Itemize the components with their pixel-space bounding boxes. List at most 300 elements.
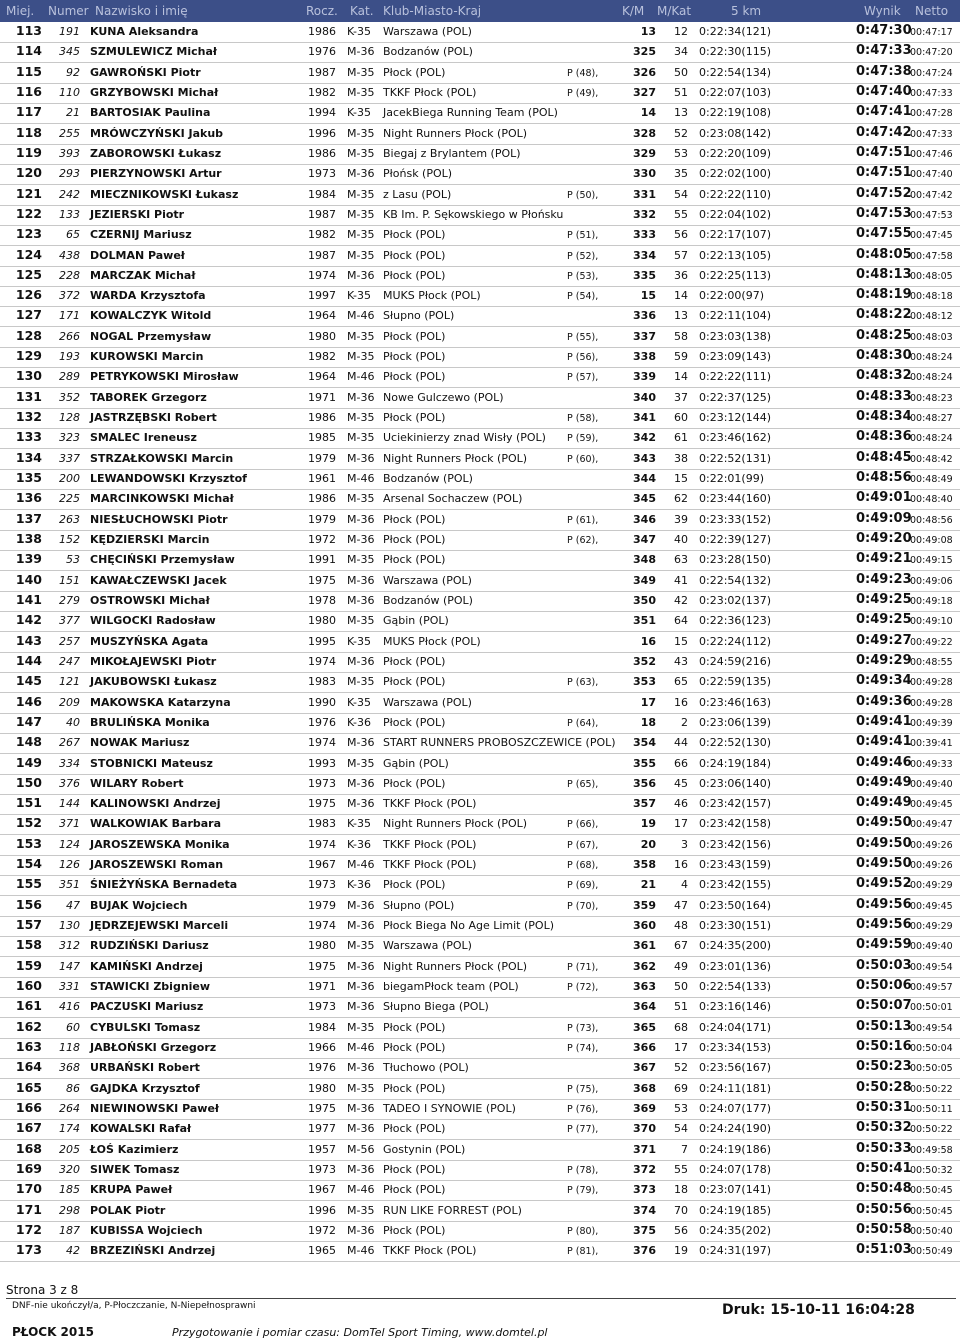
open-place: 20 — [640, 837, 656, 851]
gun-time: 0:47:41 — [856, 104, 912, 120]
club: Płock (POL) — [383, 1020, 446, 1034]
header-numer: Numer — [48, 4, 89, 18]
plock-flag: P (52), — [567, 250, 599, 262]
table-row — [0, 550, 960, 571]
table-header — [0, 0, 960, 22]
gun-time: 0:48:32 — [856, 368, 912, 384]
net-time: 00:50:01 — [910, 1002, 953, 1014]
table-row — [0, 814, 960, 835]
net-time: 00:47:17 — [910, 27, 953, 38]
birth-year: 1973 — [308, 167, 336, 181]
birth-year: 1971 — [308, 980, 336, 994]
club: TKKF Płock (POL) — [383, 837, 477, 851]
club: RUN LIKE FORREST (POL) — [383, 1203, 522, 1217]
gun-time: 0:48:36 — [856, 429, 912, 445]
split-5km: 0:22:52(131) — [699, 451, 771, 465]
runner-name: JAROSZEWSKI Roman — [90, 858, 224, 872]
gun-time: 0:50:03 — [856, 957, 912, 973]
place: 124 — [15, 246, 42, 262]
net-time: 00:47:42 — [910, 189, 953, 201]
club: MUKS Płock (POL) — [383, 634, 481, 648]
club: Płock (POL) — [383, 329, 446, 343]
category-place: 18 — [674, 1183, 688, 1197]
category-place: 15 — [674, 634, 688, 648]
open-place: 370 — [633, 1122, 656, 1136]
split-5km: 0:24:07(178) — [699, 1162, 771, 1176]
gun-time: 0:49:59 — [856, 937, 912, 953]
runner-name: ŁOŚ Kazimierz — [90, 1142, 179, 1156]
gun-time: 0:47:53 — [856, 205, 912, 221]
runner-name: SMALEC Ireneusz — [90, 431, 197, 445]
runner-name: GRZYBOWSKI Michał — [90, 85, 219, 99]
gun-time: 0:49:09 — [856, 510, 912, 526]
runner-name: KAWAŁCZEWSKI Jacek — [90, 573, 227, 587]
category-place: 45 — [674, 776, 688, 790]
net-time: 00:49:28 — [910, 697, 953, 709]
birth-year: 1987 — [308, 248, 336, 262]
split-5km: 0:23:56(167) — [699, 1061, 771, 1075]
category-place: 42 — [674, 593, 688, 607]
birth-year: 1980 — [308, 1081, 336, 1095]
split-5km: 0:23:30(151) — [699, 919, 771, 933]
category-place: 63 — [674, 553, 688, 567]
category: M-35 — [347, 553, 375, 567]
runner-name: KUNA Aleksandra — [90, 25, 199, 38]
bib-number: 293 — [59, 167, 80, 181]
birth-year: 1993 — [308, 756, 336, 770]
net-time: 00:48:23 — [910, 392, 953, 404]
table-row — [0, 510, 960, 531]
place: 167 — [15, 1120, 42, 1136]
net-time: 00:49:10 — [910, 616, 953, 628]
table-row — [0, 42, 960, 63]
table-row — [0, 652, 960, 673]
category: K-35 — [347, 817, 372, 831]
split-5km: 0:23:02(137) — [699, 593, 771, 607]
category-place: 55 — [674, 207, 688, 221]
table-row — [0, 733, 960, 754]
birth-year: 1979 — [308, 451, 336, 465]
table-row — [0, 713, 960, 734]
bib-number: 130 — [59, 919, 80, 933]
category: M-35 — [347, 146, 375, 160]
bib-number: 121 — [59, 675, 80, 689]
split-5km: 0:23:07(141) — [699, 1183, 771, 1197]
club: z Lasu (POL) — [383, 187, 452, 201]
gun-time: 0:50:58 — [856, 1221, 912, 1237]
place: 153 — [15, 835, 42, 851]
birth-year: 1965 — [308, 1244, 336, 1258]
category-place: 40 — [674, 533, 688, 546]
gun-time: 0:47:38 — [856, 63, 912, 79]
birth-year: 1973 — [308, 1000, 336, 1014]
category-place: 16 — [674, 858, 688, 872]
club: START RUNNERS PROBOSZCZEWICE (POL) — [383, 736, 616, 750]
place: 135 — [15, 470, 42, 486]
gun-time: 0:51:03 — [856, 1242, 912, 1258]
gun-time: 0:49:41 — [856, 734, 912, 750]
club: Płock (POL) — [383, 675, 446, 689]
club: Bodzanów (POL) — [383, 45, 473, 59]
table-row — [0, 571, 960, 592]
club: Płońsk (POL) — [383, 167, 453, 181]
birth-year: 1984 — [308, 187, 336, 201]
net-time: 00:48:27 — [910, 413, 953, 425]
bib-number: 42 — [66, 1244, 80, 1258]
split-5km: 0:23:16(146) — [699, 1000, 771, 1014]
place: 154 — [15, 856, 42, 872]
place: 150 — [15, 774, 42, 790]
bib-number: 92 — [66, 65, 80, 79]
plock-flag: P (72), — [567, 982, 599, 994]
split-5km: 0:22:11(104) — [699, 309, 771, 323]
category: M-46 — [347, 472, 375, 486]
open-place: 369 — [633, 1101, 656, 1115]
open-place: 352 — [633, 654, 656, 668]
gun-time: 0:50:48 — [856, 1181, 912, 1197]
split-5km: 0:23:33(152) — [699, 512, 771, 526]
table-row — [0, 327, 960, 348]
birth-year: 1974 — [308, 268, 336, 282]
net-time: 00:49:40 — [910, 778, 953, 790]
club: Płock (POL) — [383, 533, 446, 546]
split-5km: 0:22:24(112) — [699, 634, 771, 648]
header-mkat: M/Kat — [657, 4, 692, 18]
plock-flag: P (75), — [567, 1083, 599, 1095]
plock-flag: P (76), — [567, 1103, 599, 1115]
bib-number: 345 — [59, 45, 80, 59]
birth-year: 1964 — [308, 309, 336, 323]
open-place: 329 — [633, 146, 656, 160]
birth-year: 1986 — [308, 492, 336, 506]
table-row — [0, 1099, 960, 1120]
category: M-36 — [347, 593, 375, 607]
bib-number: 289 — [59, 370, 80, 384]
place: 166 — [15, 1099, 42, 1115]
category-place: 50 — [674, 980, 688, 994]
category: M-35 — [347, 248, 375, 262]
plock-flag: P (71), — [567, 961, 599, 973]
plock-flag: P (70), — [567, 900, 599, 912]
split-5km: 0:22:13(105) — [699, 248, 771, 262]
bib-number: 323 — [59, 431, 80, 445]
bib-number: 86 — [66, 1081, 80, 1095]
category: M-35 — [347, 675, 375, 689]
club: Gostynin (POL) — [383, 1142, 466, 1156]
plock-flag: P (62), — [567, 535, 599, 546]
bib-number: 47 — [66, 898, 80, 912]
category: M-35 — [347, 1203, 375, 1217]
place: 121 — [15, 185, 42, 201]
club: TADEO I SYNOWIE (POL) — [383, 1101, 516, 1115]
club: Płock (POL) — [383, 1183, 446, 1197]
table-row — [0, 1079, 960, 1100]
category: M-36 — [347, 268, 375, 282]
runner-name: PACZUSKI Mariusz — [90, 1000, 204, 1014]
gun-time: 0:47:40 — [856, 83, 912, 99]
table-row — [0, 185, 960, 206]
category-place: 37 — [674, 390, 688, 404]
bib-number: 255 — [59, 126, 80, 140]
header-category: Kat. — [350, 4, 374, 18]
birth-year: 1987 — [308, 207, 336, 221]
category: M-36 — [347, 1101, 375, 1115]
category-place: 65 — [674, 675, 688, 689]
place: 142 — [15, 612, 42, 628]
place: 160 — [15, 978, 42, 994]
category-place: 66 — [674, 756, 688, 770]
net-time: 00:48:03 — [910, 331, 953, 343]
open-place: 14 — [640, 106, 656, 120]
net-time: 00:49:06 — [910, 575, 953, 587]
runner-name: GAWROŃSKI Piotr — [90, 65, 201, 79]
bib-number: 60 — [66, 1020, 80, 1034]
table-row — [0, 1160, 960, 1181]
runner-name: KOWALSKI Rafał — [90, 1122, 192, 1136]
split-5km: 0:23:08(142) — [699, 126, 771, 140]
gun-time: 0:49:50 — [856, 856, 912, 872]
net-time: 00:50:40 — [910, 1225, 953, 1237]
place: 148 — [15, 734, 42, 750]
category: K-36 — [347, 715, 372, 729]
category: M-35 — [347, 228, 375, 242]
runner-name: NIEWINOWSKI Paweł — [90, 1101, 219, 1115]
header-name: Nazwisko i imię — [95, 4, 188, 18]
split-5km: 0:24:11(181) — [699, 1081, 771, 1095]
bib-number: 351 — [59, 878, 80, 892]
split-5km: 0:24:35(200) — [699, 939, 771, 953]
category: M-56 — [347, 1142, 375, 1156]
plock-flag: P (67), — [567, 839, 599, 851]
net-time: 00:49:26 — [910, 860, 953, 872]
open-place: 355 — [633, 756, 656, 770]
category-place: 64 — [674, 614, 688, 628]
club: Warszawa (POL) — [383, 939, 472, 953]
place: 149 — [15, 754, 42, 770]
club: Płock (POL) — [383, 878, 446, 892]
open-place: 371 — [633, 1142, 656, 1156]
gun-time: 0:48:13 — [856, 266, 912, 282]
place: 116 — [15, 83, 42, 99]
split-5km: 0:23:28(150) — [699, 553, 771, 567]
category-place: 16 — [674, 695, 688, 709]
split-5km: 0:22:54(132) — [699, 573, 771, 587]
net-time: 00:49:29 — [910, 921, 953, 933]
table-row — [0, 428, 960, 449]
birth-year: 1986 — [308, 25, 336, 38]
runner-name: KALINOWSKI Andrzej — [90, 797, 221, 811]
place: 165 — [15, 1079, 42, 1095]
bib-number: 191 — [59, 25, 80, 38]
plock-flag: P (53), — [567, 270, 599, 282]
category: M-36 — [347, 919, 375, 933]
gun-time: 0:50:06 — [856, 978, 912, 994]
table-row — [0, 1018, 960, 1039]
category-place: 56 — [674, 1223, 688, 1237]
open-place: 360 — [633, 919, 656, 933]
table-row — [0, 936, 960, 957]
bib-number: 416 — [59, 1000, 80, 1014]
place: 137 — [15, 510, 42, 526]
table-row — [0, 1038, 960, 1059]
table-row — [0, 835, 960, 856]
place: 126 — [15, 287, 42, 303]
gun-time: 0:49:29 — [856, 652, 912, 668]
open-place: 15 — [640, 289, 656, 303]
category-place: 17 — [674, 817, 688, 831]
club: Płock (POL) — [383, 553, 446, 567]
split-5km: 0:24:07(177) — [699, 1101, 771, 1115]
split-5km: 0:23:06(139) — [699, 715, 771, 729]
split-5km: 0:22:01(99) — [699, 472, 764, 486]
open-place: 349 — [633, 573, 656, 587]
birth-year: 1972 — [308, 1223, 336, 1237]
split-5km: 0:23:42(156) — [699, 837, 771, 851]
net-time: 00:49:28 — [910, 677, 953, 689]
net-time: 00:48:18 — [910, 291, 953, 303]
bib-number: 128 — [59, 411, 80, 425]
plock-flag: P (63), — [567, 677, 599, 689]
category: K-35 — [347, 634, 372, 648]
table-row — [0, 591, 960, 612]
category-place: 59 — [674, 350, 688, 364]
category-place: 53 — [674, 146, 688, 160]
plock-flag: P (48), — [567, 67, 599, 79]
place: 146 — [15, 693, 42, 709]
birth-year: 1975 — [308, 797, 336, 811]
gun-time: 0:49:56 — [856, 896, 912, 912]
split-5km: 0:22:07(103) — [699, 85, 771, 99]
place: 132 — [15, 409, 42, 425]
net-time: 00:50:04 — [910, 1043, 953, 1054]
header-miej: Miej. — [6, 4, 35, 18]
category-place: 51 — [674, 85, 688, 99]
birth-year: 1979 — [308, 898, 336, 912]
table-row — [0, 63, 960, 84]
place: 163 — [15, 1039, 42, 1054]
category-place: 52 — [674, 1061, 688, 1075]
runner-name: KRUPA Paweł — [90, 1183, 173, 1197]
open-place: 351 — [633, 614, 656, 628]
club: Night Runners Płock (POL) — [383, 126, 528, 140]
club: Słupno Biega (POL) — [383, 1000, 489, 1014]
birth-year: 1967 — [308, 1183, 336, 1197]
category: M-36 — [347, 654, 375, 668]
split-5km: 0:22:00(97) — [699, 289, 764, 303]
birth-year: 1982 — [308, 228, 336, 242]
open-place: 373 — [633, 1183, 656, 1197]
net-time: 00:49:33 — [910, 758, 953, 770]
gun-time: 0:49:25 — [856, 612, 912, 628]
open-place: 338 — [633, 350, 656, 364]
runner-name: NOWAK Mariusz — [90, 736, 190, 750]
open-place: 342 — [633, 431, 656, 445]
bib-number: 144 — [59, 797, 80, 811]
gun-time: 0:48:30 — [856, 348, 912, 364]
bib-number: 266 — [59, 329, 80, 343]
net-time: 00:48:42 — [910, 453, 953, 465]
category-place: 7 — [681, 1142, 688, 1156]
bib-number: 352 — [59, 390, 80, 404]
open-place: 367 — [633, 1061, 656, 1075]
place: 169 — [15, 1160, 42, 1176]
place: 139 — [15, 551, 42, 567]
club: Płock (POL) — [383, 512, 446, 526]
category: M-36 — [347, 1061, 375, 1075]
club: TKKF Płock (POL) — [383, 797, 477, 811]
net-time: 00:50:22 — [910, 1083, 953, 1095]
net-time: 00:48:12 — [910, 311, 953, 323]
place: 133 — [15, 429, 42, 445]
runner-name: KĘDZIERSKI Marcin — [90, 533, 210, 546]
net-time: 00:49:54 — [910, 1022, 953, 1034]
bib-number: 247 — [59, 654, 80, 668]
net-time: 00:49:57 — [910, 982, 953, 994]
open-place: 13 — [640, 25, 656, 38]
net-time: 00:49:08 — [910, 535, 953, 546]
bib-number: 152 — [59, 533, 80, 546]
category: M-35 — [347, 350, 375, 364]
birth-year: 1976 — [308, 45, 336, 59]
gun-time: 0:49:50 — [856, 835, 912, 851]
open-place: 328 — [633, 126, 656, 140]
bib-number: 279 — [59, 593, 80, 607]
split-5km: 0:22:22(110) — [699, 187, 771, 201]
birth-year: 1980 — [308, 614, 336, 628]
table-row — [0, 1241, 960, 1262]
birth-year: 1985 — [308, 431, 336, 445]
plock-flag: P (81), — [567, 1246, 599, 1258]
net-time: 00:49:39 — [910, 717, 953, 729]
open-place: 343 — [633, 451, 656, 465]
net-time: 00:49:45 — [910, 799, 953, 811]
place: 168 — [15, 1140, 42, 1156]
header-year: Rocz. — [306, 4, 338, 18]
runner-name: KAMIŃSKI Andrzej — [90, 959, 203, 973]
split-5km: 0:23:42(155) — [699, 878, 771, 892]
category-place: 50 — [674, 65, 688, 79]
table-row — [0, 672, 960, 693]
category: M-35 — [347, 329, 375, 343]
plock-flag: P (55), — [567, 331, 599, 343]
gun-time: 0:47:51 — [856, 144, 912, 160]
plock-flag: P (56), — [567, 352, 599, 364]
plock-flag: P (74), — [567, 1043, 599, 1054]
gun-time: 0:50:23 — [856, 1059, 912, 1075]
category: M-35 — [347, 187, 375, 201]
table-row — [0, 367, 960, 388]
net-time: 00:47:45 — [910, 230, 953, 242]
page-indicator: Strona 3 z 8 — [6, 1283, 79, 1297]
bib-number: 40 — [66, 715, 80, 729]
club: TKKF Płock (POL) — [383, 85, 477, 99]
club: Biegaj z Brylantem (POL) — [383, 146, 521, 160]
birth-year: 1983 — [308, 817, 336, 831]
open-place: 330 — [633, 167, 656, 181]
category-place: 49 — [674, 959, 688, 973]
category-place: 53 — [674, 1101, 688, 1115]
net-time: 00:39:41 — [910, 738, 953, 750]
runner-name: MIKOŁAJEWSKI Piotr — [90, 654, 217, 668]
category: M-46 — [347, 858, 375, 872]
category-place: 43 — [674, 654, 688, 668]
runner-name: MARCINKOWSKI Michał — [90, 492, 234, 506]
legend-text: DNF-nie ukończył/a, P-Płoczczanie, N-Niepełnosprawni — [12, 1301, 256, 1311]
birth-year: 1984 — [308, 1020, 336, 1034]
table-row — [0, 916, 960, 937]
category-place: 39 — [674, 512, 688, 526]
category: M-36 — [347, 776, 375, 790]
